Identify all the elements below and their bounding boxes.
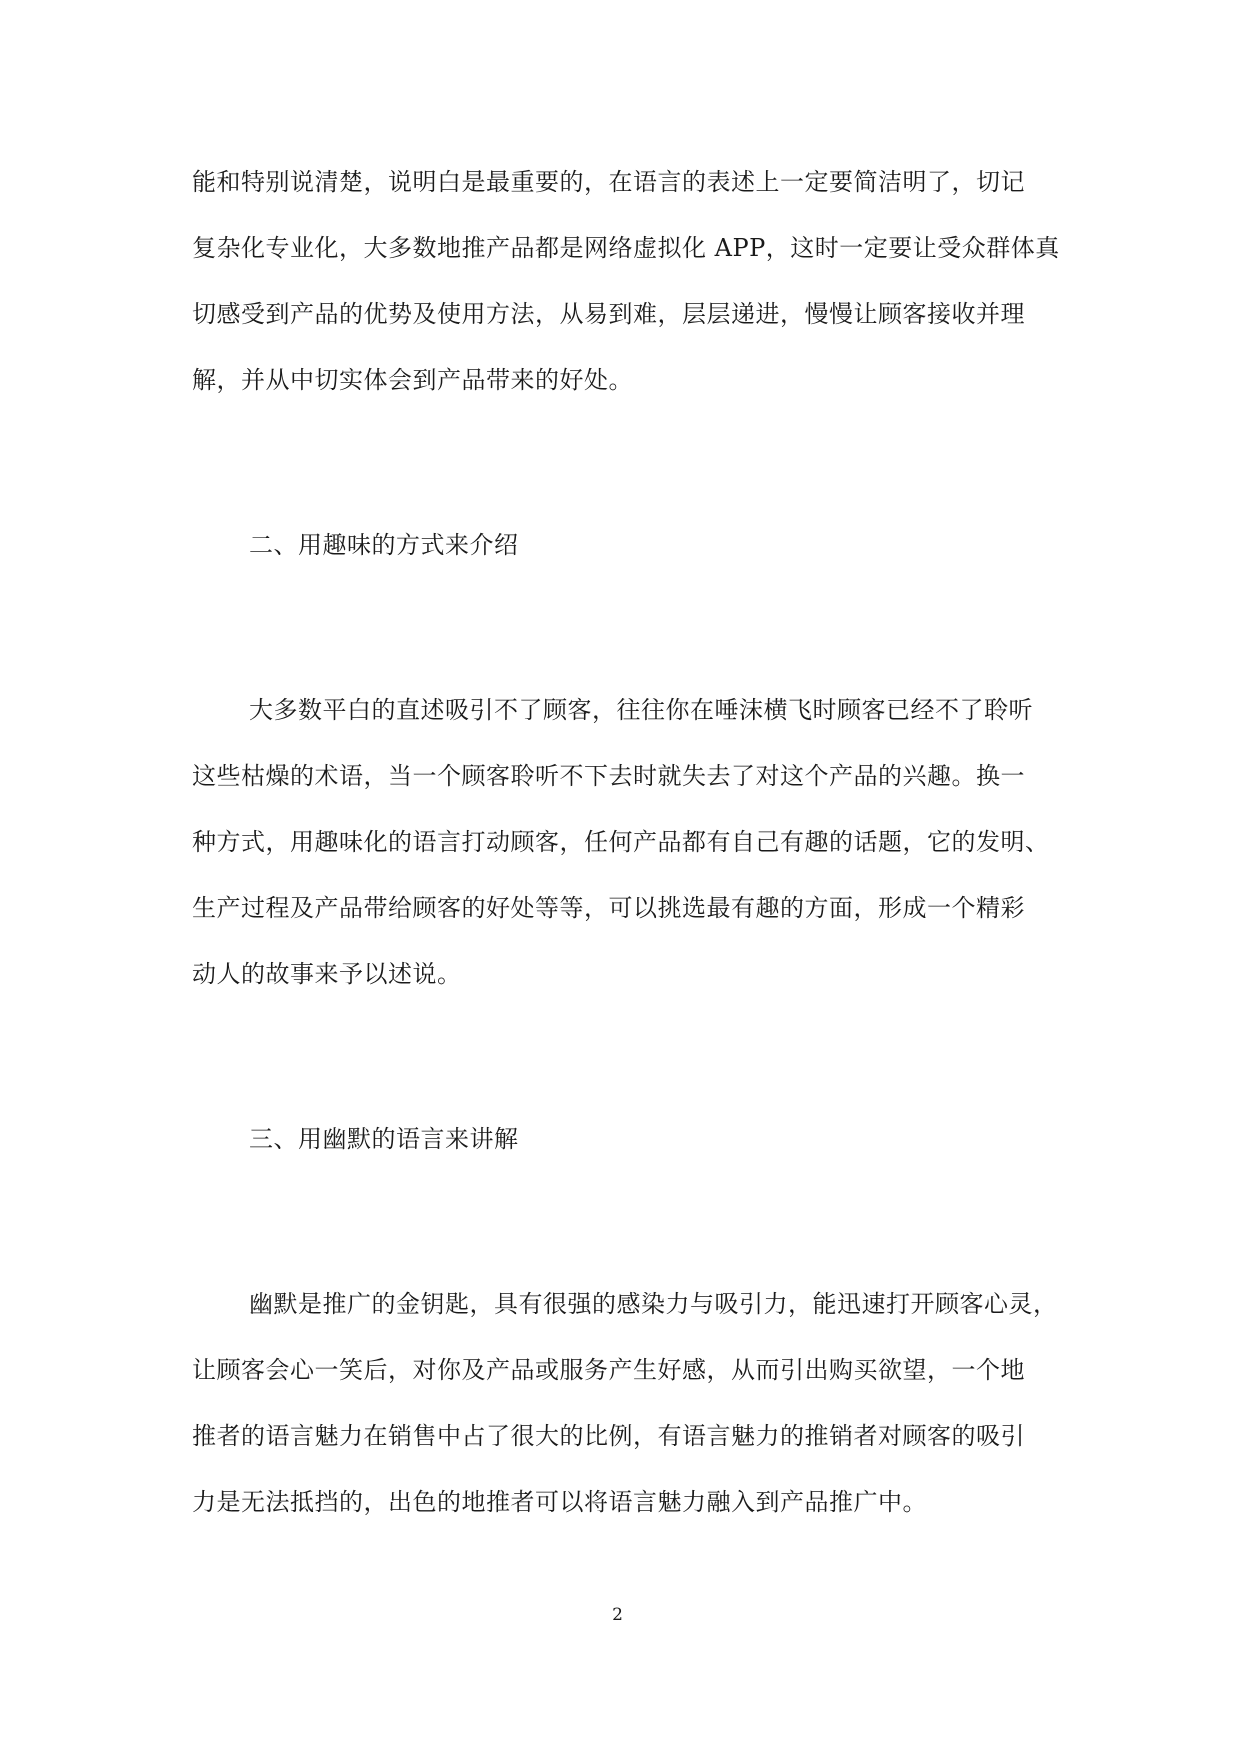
paragraph-2-line-3: 种方式，用趣味化的语言打动顾客，任何产品都有自己有趣的话题，它的发明、 bbox=[192, 828, 1050, 856]
paragraph-1-line-1: 能和特别说清楚，说明白是最重要的，在语言的表述上一定要简洁明了，切记 bbox=[192, 168, 1025, 196]
paragraph-2-line-4: 生产过程及产品带给顾客的好处等等，可以挑选最有趣的方面，形成一个精彩 bbox=[192, 894, 1025, 922]
paragraph-1-line-3: 切感受到产品的优势及使用方法，从易到难，层层递进，慢慢让顾客接收并理 bbox=[192, 300, 1025, 328]
paragraph-2-line-5: 动人的故事来予以述说。 bbox=[192, 960, 462, 988]
paragraph-2-line-1: 大多数平白的直述吸引不了顾客，往往你在唾沫横飞时顾客已经不了聆听 bbox=[249, 696, 1033, 724]
paragraph-1-line-2: 复杂化专业化，大多数地推产品都是网络虚拟化 APP，这时一定要让受众群体真 bbox=[192, 234, 1060, 262]
page-number: 2 bbox=[612, 1605, 623, 1625]
paragraph-3-line-1: 幽默是推广的金钥匙，具有很强的感染力与吸引力，能迅速打开顾客心灵， bbox=[249, 1290, 1058, 1318]
paragraph-3-line-3: 推者的语言魅力在销售中占了很大的比例，有语言魅力的推销者对顾客的吸引 bbox=[192, 1422, 1025, 1450]
section-heading-3: 三、用幽默的语言来讲解 bbox=[249, 1125, 519, 1153]
paragraph-3-line-2: 让顾客会心一笑后，对你及产品或服务产生好感，从而引出购买欲望，一个地 bbox=[192, 1356, 1025, 1384]
section-heading-2: 二、用趣味的方式来介绍 bbox=[249, 531, 519, 559]
paragraph-1-line-4: 解，并从中切实体会到产品带来的好处。 bbox=[192, 366, 633, 394]
paragraph-2-line-2: 这些枯燥的术语，当一个顾客聆听不下去时就失去了对这个产品的兴趣。换一 bbox=[192, 762, 1025, 790]
paragraph-3-line-4: 力是无法抵挡的，出色的地推者可以将语言魅力融入到产品推广中。 bbox=[192, 1488, 927, 1516]
